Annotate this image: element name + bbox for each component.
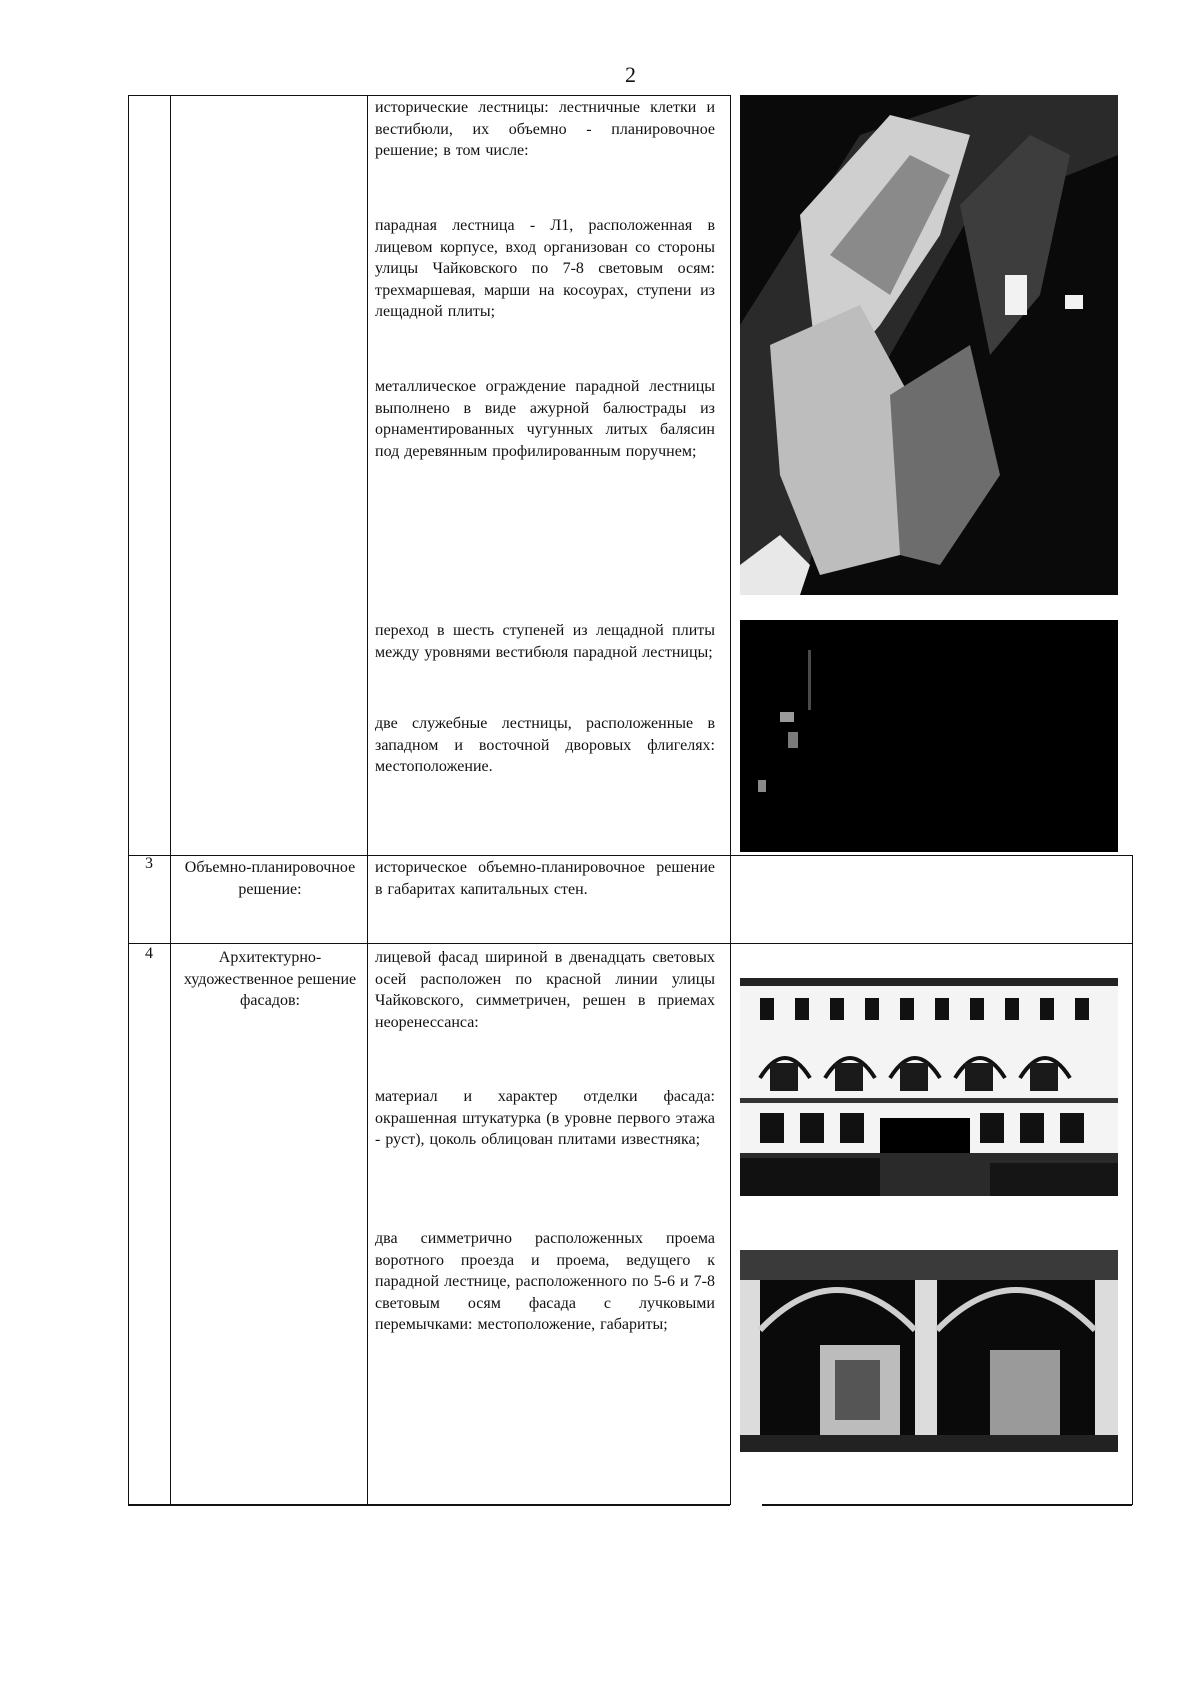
row-4-label: Архитектурно-художественное решение фасадов: <box>183 949 357 1009</box>
vestibule-steps-text: переход в шесть ступеней из лещадной плиты между уровнями вестибюля парадной лестницы; <box>375 622 715 661</box>
staircase-photo <box>740 95 1118 595</box>
facade-text: лицевой фасад шириной в двенадцать световых осей расположен по красной линии улицы Чайковского, симметричен, решен в приемах неоренессанса: <box>375 949 715 1031</box>
row-3-number: 3 <box>145 855 153 872</box>
main-staircase-text: парадная лестница - Л1, расположенная в лицевом корпусе, вход организован со стороны улицы Чайковского по 7-8 световым осям: трехмаршевая, марши на косоурах, ступени из лещадной плиты; <box>375 217 715 320</box>
gateway-photo <box>740 1250 1118 1452</box>
service-stairs-text: две служебные лестницы, расположенные в западном и восточной дворовых флигелях: местоположение. <box>375 715 715 775</box>
facade-photo <box>740 958 1118 1196</box>
railing-text: металлическое ограждение парадной лестницы выполнено в виде ажурной балюстрады из орнаментированных чугунных литых балясин под деревянным профилированным поручнем; <box>375 378 715 460</box>
row-3-text: историческое объемно-планировочное решение в габаритах капитальных стен. <box>375 859 715 898</box>
vestibule-photo <box>740 620 1118 852</box>
row-4-number: 4 <box>145 945 153 962</box>
stairs-intro-text: исторические лестницы: лестничные клетки и вестибюли, их объемно - планировочное решение; в том числе: <box>375 99 715 159</box>
facade-finish-text: материал и характер отделки фасада: окрашенная штукатурка (в уровне первого этажа - руст), цоколь облицован плитами известняка; <box>375 1088 715 1148</box>
gateway-text: два симметрично расположенных проема воротного проезда и проема, ведущего к парадной лестнице, расположенного по 5-6 и 7-8 световым осям фасада с лучковыми перемычками: местоположение, габариты; <box>375 1230 715 1333</box>
page-number: 2 <box>625 62 636 87</box>
row-3-label: Объемно-планировочное решение: <box>184 859 356 898</box>
